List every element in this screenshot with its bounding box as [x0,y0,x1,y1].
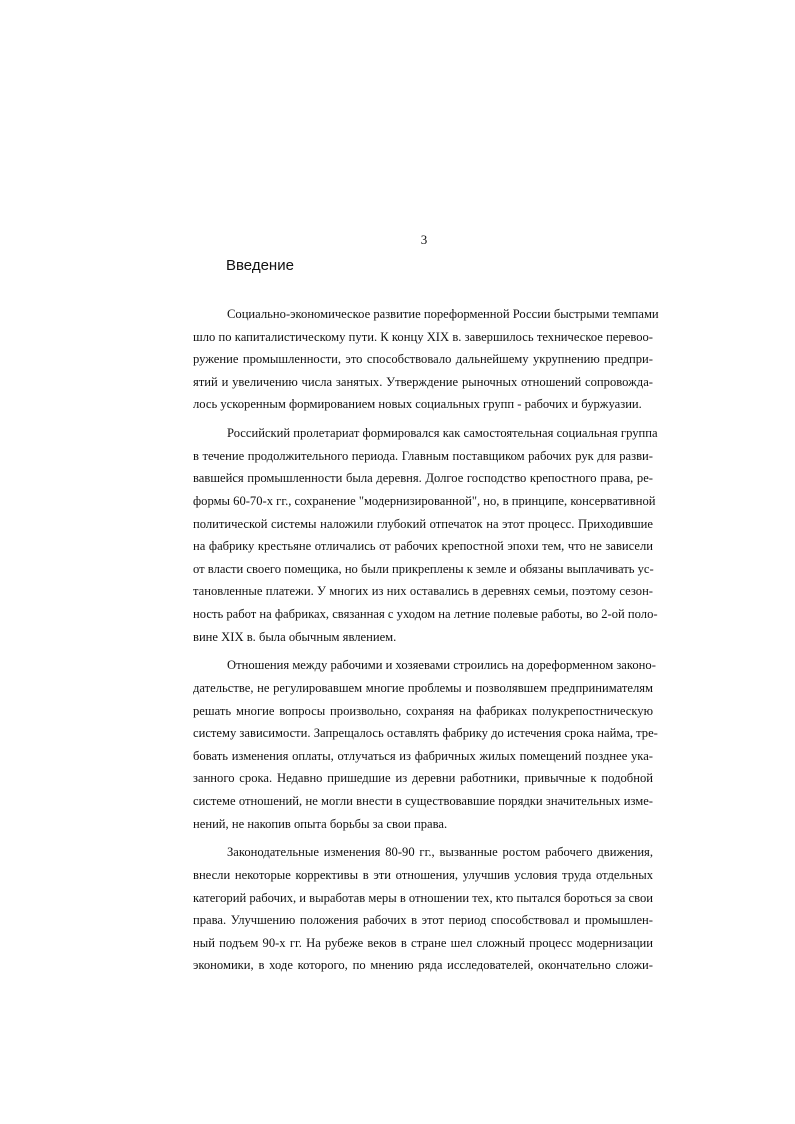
text-line: Законодательные изменения 80-90 гг., вызванные ростом рабочего движения, [227,845,653,860]
text-line: Отношения между рабочими и хозяевами строились на дореформенном законо- [227,658,656,673]
text-line: ружение промышленности, это способствовало дальнейшему укрупнению предпри- [193,352,653,367]
text-line: в течение продолжительного периода. Главным поставщиком рабочих рук для разви- [193,448,653,463]
text-line: решать многие вопросы произвольно, сохраняя на фабриках полукрепостническую [193,703,653,718]
text-line: Российский пролетариат формировался как самостоятельная социальная группа [227,426,658,441]
text-line: политической системы наложили глубокий отпечаток на этот процесс. Приходившие [193,516,653,531]
text-line: Социально-экономическое развитие пореформенной России быстрыми темпами [227,307,659,321]
text-line: бовать изменения оплаты, отлучаться из фабричных жилых помещений позднее ука- [193,748,653,763]
text-line: экономики, в ходе которого, по мнению ряда исследователей, окончательно сложи- [193,958,653,973]
text-line: занного срока. Недавно пришедшие из деревни работники, привычные к подобной [193,771,653,786]
text-line: категорий рабочих, и выработав меры в отношении тех, кто пытался бороться за свои [193,890,653,905]
text-line: вине XIX в. была обычным явлением. [193,629,397,644]
page-number: 3 [420,232,428,247]
text-line: системе отношений, не могли внести в существовавшие порядки значительных изме- [193,794,653,808]
text-line: систему зависимости. Запрещалось оставлять фабрику до истечения срока найма, тре- [193,726,658,741]
text-line: на фабрику крестьяне отличались от рабочих крепостной эпохи тем, что не зависели [193,539,653,554]
text-line: права. Улучшению положения рабочих в этот период способствовал и промышлен- [193,913,653,928]
section-heading: Введение [226,257,294,274]
text-line: формы 60-70-х гг., сохранение "модернизированной", но, в принципе, консервативной [193,494,656,508]
text-line: вавшейся промышленности была деревня. Долгое господство крепостного права, ре- [193,471,653,486]
text-line: нений, не накопив опыта борьбы за свои права. [193,816,448,831]
text-line: внесли некоторые коррективы в эти отношения, улучшив условия труда отдельных [193,868,653,882]
text-line: ность работ на фабриках, связанная с уходом на летние полевые работы, во 2-ой поло- [193,607,658,621]
text-line: тановленные платежи. У многих из них оставались в деревнях семьи, поэтому сезон- [193,584,653,599]
text-line: лось ускоренным формированием новых социальных групп - рабочих и буржуазии. [193,397,642,412]
text-line: ный подъем 90-х гг. На рубеже веков в стране шел сложный процесс модернизации [193,935,653,950]
text-line: ятий и увеличению числа занятых. Утверждение рыночных отношений сопровожда- [193,374,653,389]
text-line: дательстве, не регулировавшем многие проблемы и позволявшем предпринимателям [193,681,653,695]
text-line: от власти своего помещика, но были прикреплены к земле и обязаны выплачивать ус- [193,561,654,576]
text-line: шло по капиталистическому пути. К концу XIX в. завершилось техническое перевоо- [193,329,653,344]
